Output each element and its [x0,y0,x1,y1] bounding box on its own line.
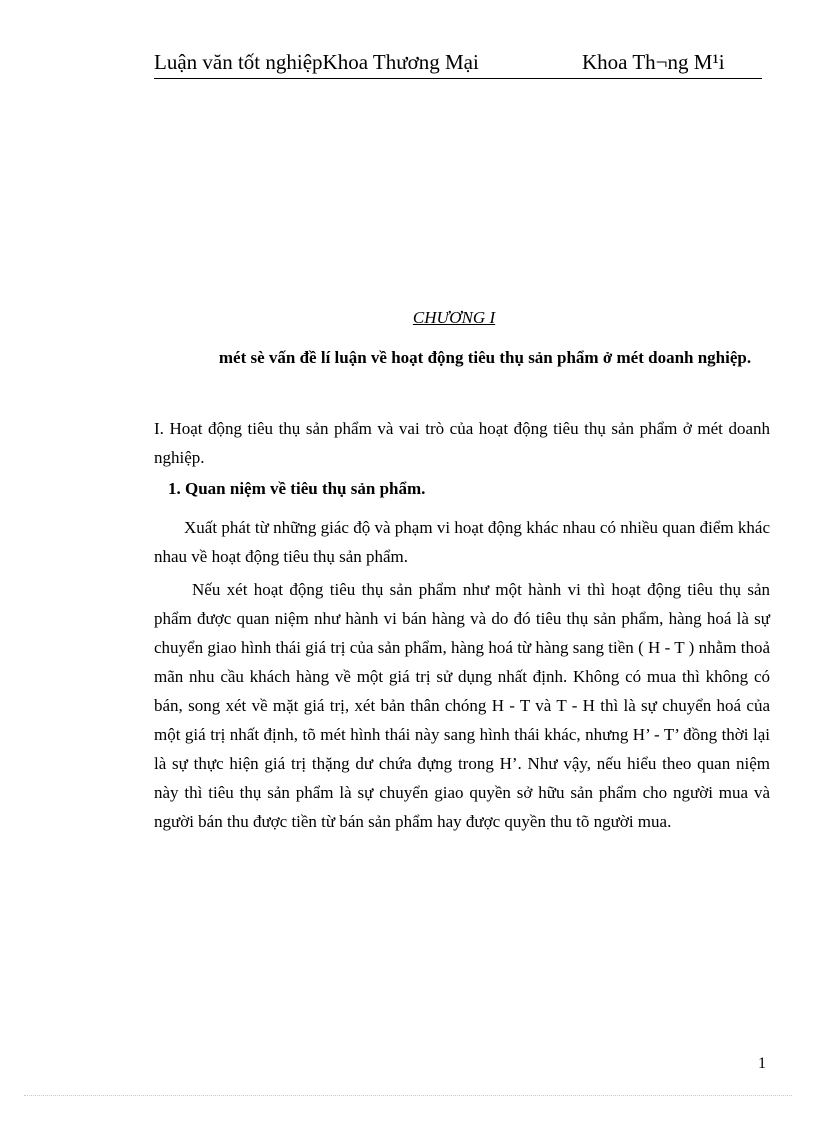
subsection-heading: 1. Quan niệm về tiêu thụ sản phẩm. [168,479,426,498]
page-header [154,48,762,79]
chapter-title: mét sè vấn đề lí luận về hoạt động tiêu thụ sản phẩm ở mét doanh nghiệp. [218,348,752,367]
chapter-label: CHƯƠNG I [412,308,496,327]
paragraph-1: Xuất phát từ những giác độ và phạm vi hoạt động khác nhau có nhiều quan điểm khác nhau về hoạt động tiêu thụ sản phẩm. [154,518,770,566]
page-bottom-divider [24,1095,792,1096]
page-number: 1 [758,1055,766,1072]
paragraph-2: Nếu xét hoạt động tiêu thụ sản phẩm như một hành vi thì hoạt động tiêu thụ sản phẩm được quan niệm như hành vi bán hàng và do đó tiêu thụ sản phẩm, hàng hoá là sự chuyển giao hình thái giá trị của sản phẩm, hàng hoá từ hàng sang tiền ( H - T ) nhằm thoả mãn nhu cầu khách hàng về một giá trị sử dụng nhất định. Không có mua thì không có bán, song xét về mặt giá trị, xét bản thân chóng H - T và T - H thì là sự chuyển hoá của một giá trị nhất định, tõ mét hình thái này sang hình thái khác, nhưng H’ - T’ đồng thời lại là sự thực hiện giá trị thặng dư chứa đựng trong H’. Như vậy, nếu hiểu theo quan niệm này thì tiêu thụ sản phẩm là sự chuyển giao quyền sở hữu sản phẩm cho người mua và người bán thu được tiền từ bán sản phẩm hay được quyền thu tõ người mua. [154,580,770,831]
section-heading: I. Hoạt động tiêu thụ sản phẩm và vai trò của hoạt động tiêu thụ sản phẩm ở mét doanh nghiệp. [154,419,770,467]
header-right-text: Khoa Th¬ng M¹i [582,50,725,74]
header-left-text: Luận văn tốt nghiệpKhoa Thương Mại [154,50,479,74]
